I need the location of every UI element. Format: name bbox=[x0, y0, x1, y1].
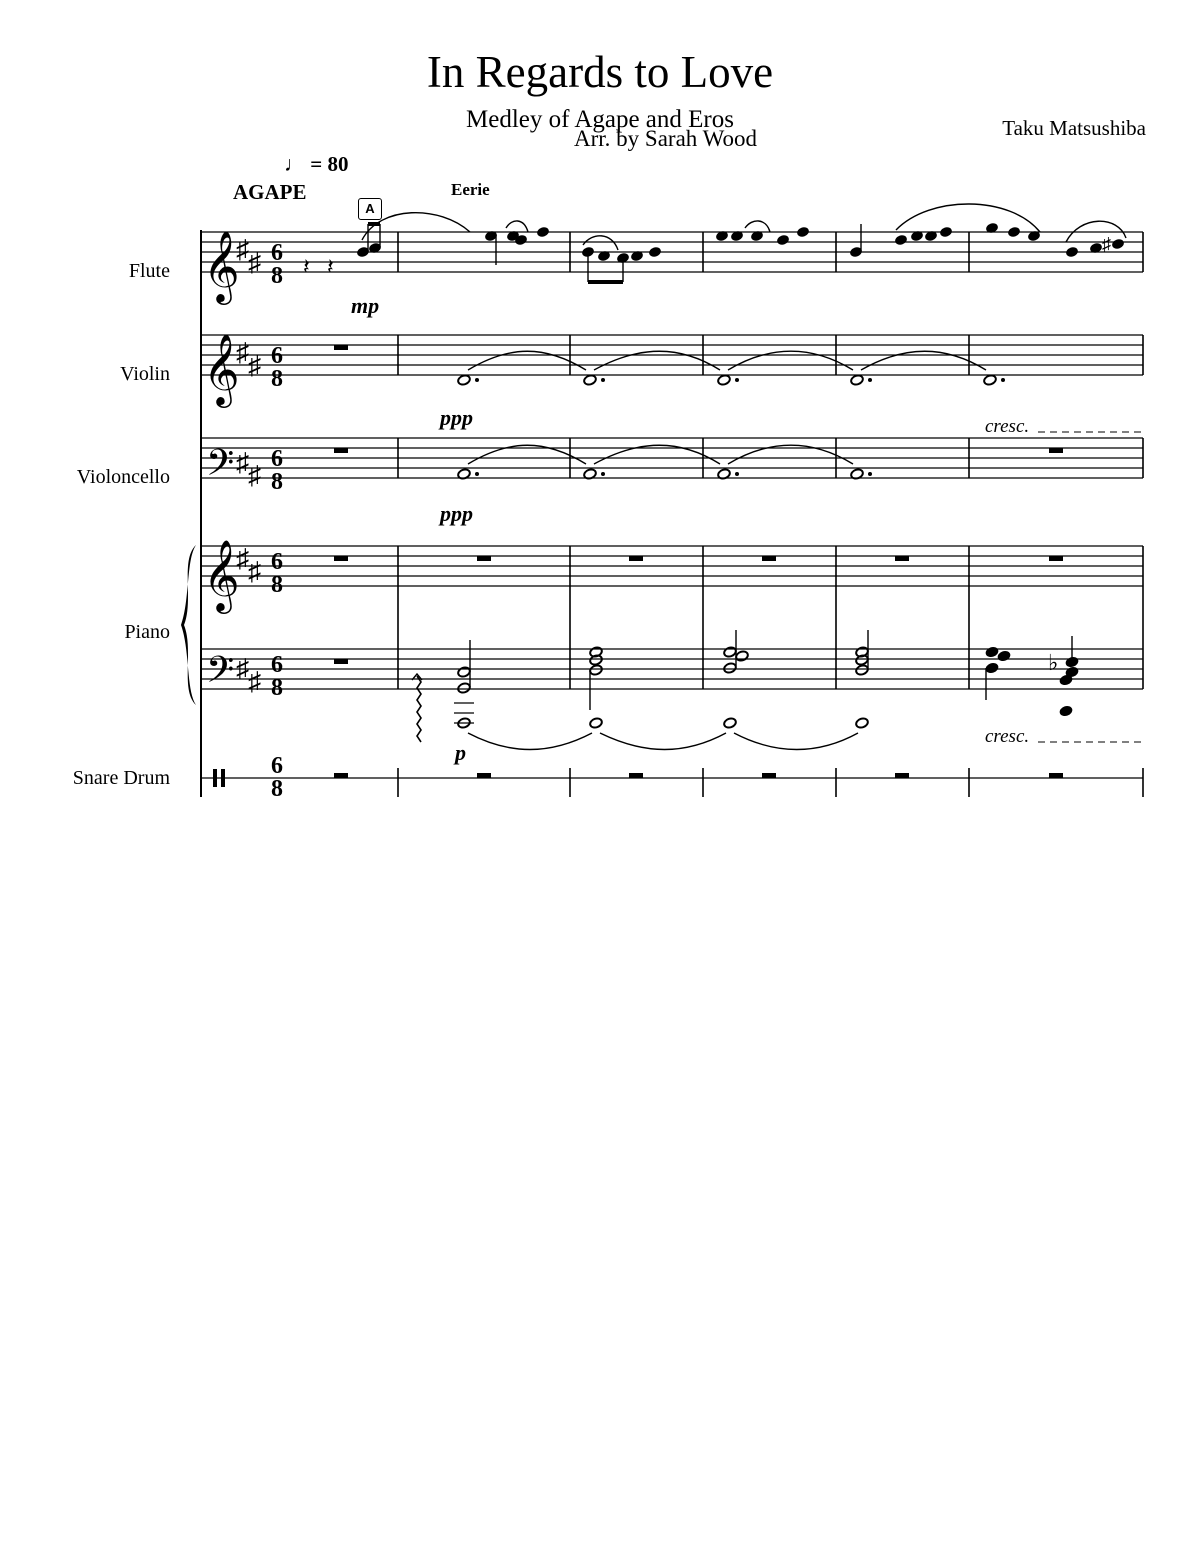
whole-rest bbox=[629, 556, 643, 561]
composer: Taku Matsushiba bbox=[1002, 116, 1146, 140]
svg-text:♯: ♯ bbox=[248, 248, 261, 277]
score-subtitle: Medley of Agape and Eros bbox=[466, 106, 734, 133]
instrument-label-violin: Violin bbox=[120, 363, 170, 385]
svg-text:♯: ♯ bbox=[1102, 234, 1111, 254]
whole-rest bbox=[1049, 556, 1063, 561]
score-title: In Regards to Love bbox=[426, 47, 774, 97]
svg-text:𝄽: 𝄽 bbox=[327, 254, 334, 279]
time-sig-top: 6 bbox=[271, 240, 283, 266]
svg-text:♯: ♯ bbox=[236, 235, 249, 264]
arranger: Arr. by Sarah Wood bbox=[574, 126, 757, 151]
cello-notes bbox=[457, 445, 872, 480]
whole-rest bbox=[334, 773, 348, 778]
time-sig-top: 6 bbox=[271, 446, 283, 472]
svg-text:♯: ♯ bbox=[248, 667, 261, 696]
rehearsal-mark: A bbox=[358, 198, 382, 220]
whole-rest bbox=[1049, 448, 1063, 453]
treble-clef-icon: 𝄞 bbox=[203, 542, 240, 610]
bass-clef-icon: 𝄢 bbox=[206, 650, 235, 699]
time-sig-top: 6 bbox=[271, 652, 283, 678]
quarter-note-icon: ♩ bbox=[284, 152, 305, 176]
whole-rest bbox=[762, 773, 776, 778]
svg-text:♯: ♯ bbox=[248, 461, 261, 490]
svg-text:♯: ♯ bbox=[236, 654, 249, 683]
instrument-label-piano: Piano bbox=[124, 621, 170, 643]
time-signatures bbox=[271, 240, 283, 802]
time-sig-bottom: 8 bbox=[271, 776, 283, 802]
treble-clef-icon: 𝄞 bbox=[203, 336, 240, 404]
whole-rest bbox=[477, 773, 491, 778]
barlines bbox=[398, 232, 1143, 797]
svg-text:♯: ♯ bbox=[248, 557, 261, 586]
svg-text:♯: ♯ bbox=[236, 338, 249, 367]
expression-text: Eerie bbox=[451, 180, 490, 199]
time-sig-top: 6 bbox=[271, 343, 283, 369]
dynamic-violin: ppp bbox=[440, 405, 473, 430]
time-sig-bottom: 8 bbox=[271, 366, 283, 392]
time-sig-bottom: 8 bbox=[271, 572, 283, 598]
violin-notes bbox=[457, 351, 1005, 386]
whole-rest bbox=[334, 659, 348, 664]
instrument-label-flute: Flute bbox=[128, 260, 170, 282]
svg-text:𝄽: 𝄽 bbox=[303, 254, 310, 279]
whole-rest bbox=[334, 345, 348, 350]
whole-rest bbox=[895, 773, 909, 778]
cresc-piano: cresc. bbox=[985, 726, 1030, 747]
dynamic-cello: ppp bbox=[440, 501, 473, 526]
piano-left-hand-notes bbox=[412, 630, 869, 750]
dynamic-flute: mp bbox=[351, 293, 380, 318]
whole-rest bbox=[629, 773, 643, 778]
section-label: AGAPE bbox=[233, 180, 307, 204]
piano-chords-last-measure bbox=[985, 636, 1079, 717]
staff-lines bbox=[201, 232, 1143, 778]
svg-text:♭: ♭ bbox=[1048, 650, 1059, 675]
whole-rest bbox=[477, 556, 491, 561]
whole-rest bbox=[334, 448, 348, 453]
cresc-violin: cresc. bbox=[985, 416, 1030, 437]
piano-brace bbox=[181, 545, 196, 705]
time-sig-top: 6 bbox=[271, 549, 283, 575]
time-sig-bottom: 8 bbox=[271, 675, 283, 701]
treble-clef-icon: 𝄞 bbox=[203, 233, 240, 301]
whole-rest bbox=[895, 556, 909, 561]
instrument-label-violoncello: Violoncello bbox=[76, 466, 170, 488]
time-sig-bottom: 8 bbox=[271, 469, 283, 495]
time-sig-top: 6 bbox=[271, 753, 283, 779]
whole-rest bbox=[762, 556, 776, 561]
svg-text:♯: ♯ bbox=[248, 351, 261, 380]
instrument-label-snare-drum: Snare Drum bbox=[72, 767, 170, 789]
whole-rest bbox=[1049, 773, 1063, 778]
flute-notes bbox=[303, 204, 1126, 282]
tempo-value: = 80 bbox=[310, 152, 349, 176]
svg-text:♯: ♯ bbox=[236, 544, 249, 573]
svg-text:♯: ♯ bbox=[236, 448, 249, 477]
dynamic-piano: p bbox=[455, 740, 466, 765]
whole-rest bbox=[334, 556, 348, 561]
key-signature bbox=[236, 235, 261, 696]
time-sig-bottom: 8 bbox=[271, 263, 283, 289]
bass-clef-icon: 𝄢 bbox=[206, 443, 235, 492]
